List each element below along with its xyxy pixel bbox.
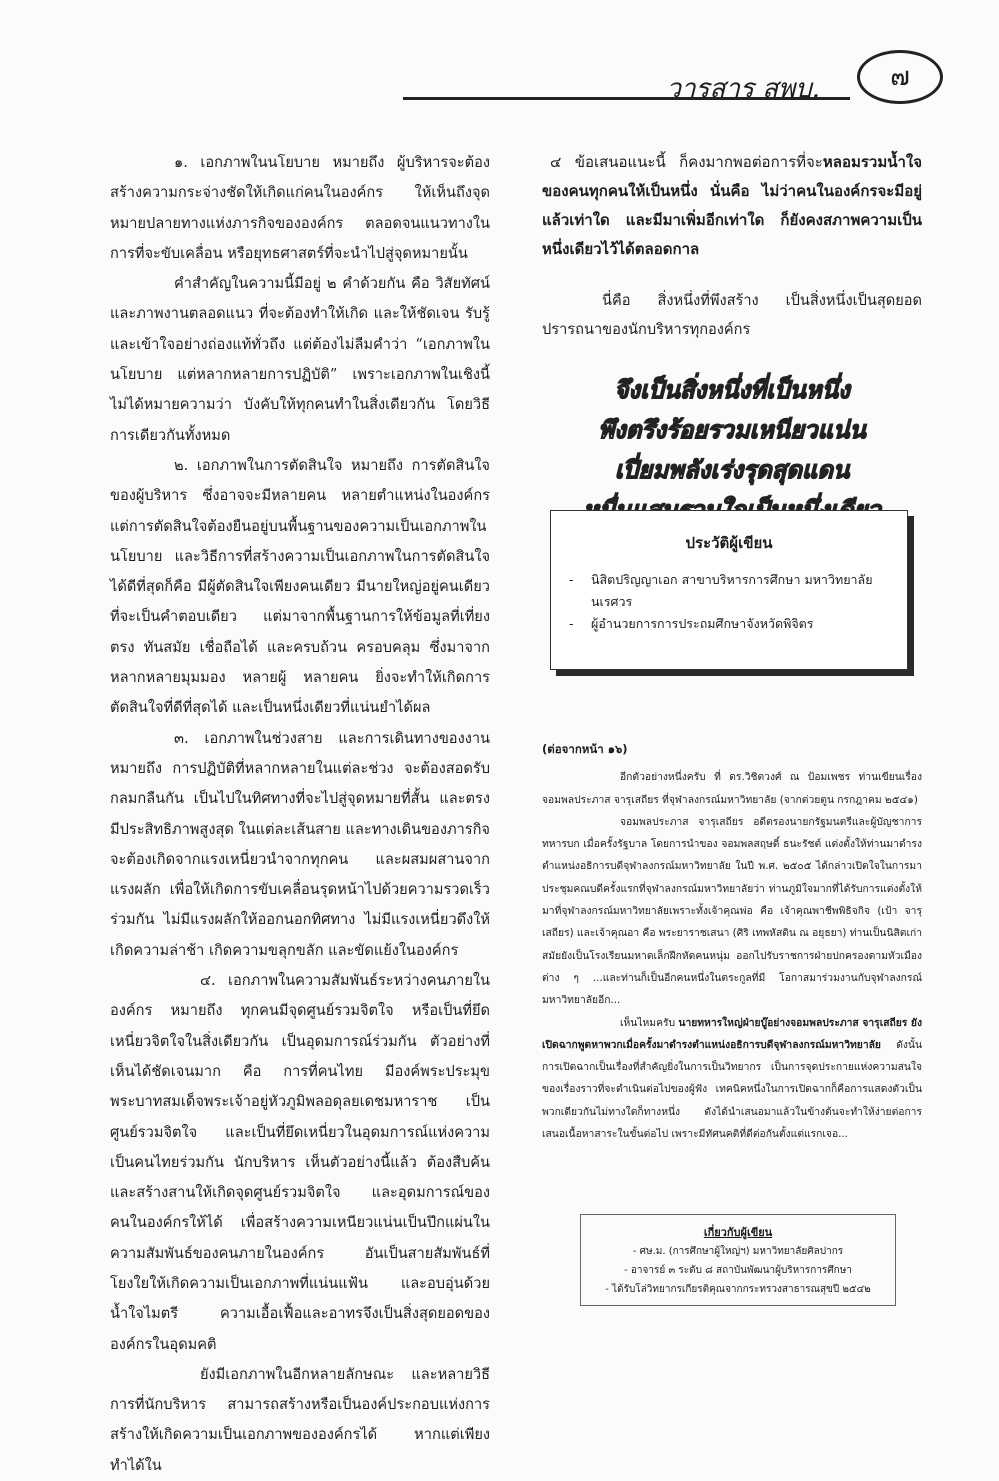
paragraph: ๒. เอกภาพในการตัดสินใจ หมายถึง การตัดสินใจของผู้บริหาร ซึ่งอาจจะมีหลายคน หลายตำแหน่งในองค์กร แต่การตัดสินใจต้องยืนอยู่บนพื้นฐานของความเป็นเอกภาพในนโยบาย และวิธีการที่สร้างความเป็นเอกภาพในการตัดสินใจได้ดีที่สุดก็คือ มีผู้ตัดสินใจเพียงคนเดียว มีนายใหญ่อยู่คนเดียวที่จะเป็นคำตอบเดียว แต่มาจากพื้นฐานการให้ข้อมูลที่เที่ยงตรง ทันสมัย เชื่อถือได้ และครบถ้วน ครอบคลุม ซึ่งมาจากหลากหลายมุมมอง หลายผู้ หลายคน ยิ่งจะทำให้เกิดการตัดสินใจที่ดีที่สุดได้ และเป็นหนึ่งเดียวที่แน่นยำได้ผล [110,456,490,717]
about-author-title: เกี่ยวกับผู้เขียน [703,1226,773,1239]
paragraph: ยังมีเอกภาพในอีกหลายลักษณะ และหลายวิธีการที่นักบริหาร สามารถสร้างหรือเป็นองค์ประกอบแห่งการสร้างให้เกิดความเป็นเอกภาพขององค์กรได้ หากแต่เพียงทำได้ใน [110,1365,490,1474]
conclusion-paragraph: นี่คือ สิ่งหนึ่งที่พึงสร้าง เป็นสิ่งหนึ่งเป็นสุดยอดปรารถนาของนักบริหารทุกองค์กร [542,292,922,338]
left-column [110,148,490,1481]
right-column [542,148,922,530]
paragraph: ๓. เอกภาพในช่วงสาย และการเดินทางของงาน หมายถึง การปฏิบัติที่หลากหลายในแต่ละช่วง จะต้องสอดรับกลมกลืนกัน เป็นไปในทิศทางที่จะไปสู่จุดหมายที่สั้น และตรง มีประสิทธิภาพสูงสุด ในแต่ละเส้นสาย และทางเดินของภารกิจจะต้องเกิดจากแรงเหนี่ยวนำจากทุกคน และผสมผสานจากแรงผลัก เพื่อให้เกิดการขับเคลื่อนรุดหน้าไปด้วยความรวดเร็วร่วมกัน ไม่มีแรงผลักให้ออกนอกทิศทาง ไม่มีแรงเหนี่ยวดึงให้เกิดความล่าช้า เกิดความขลุกขลัก และขัดแย้งในองค์กร [110,729,490,959]
continued-article [542,738,922,1145]
lead-text: เห็นไหมครับ [620,1016,676,1029]
summary-bold: หลอมรวมน้ำใจของคนทุกคนให้เป็นหนึ่ง นั่นคือ ไม่ว่าคนในองค์กรจะมีอยู่แล้วเท่าใด และมีมาเพิ่มอีกเท่าใด ก็ยังคงสภาพความเป็นหนึ่งเดียวไว้ได้ตลอดกาล [542,153,922,258]
poem-line: เปี่ยมพลังเร่งรุดสุดแดน [614,455,850,484]
page-number: ๗ [857,50,943,104]
about-author-line: - ได้รับโล่วิทยากรเกียรติคุณจากกระทรวงสาธารณสุขปี ๒๕๔๒ [605,1284,871,1295]
paragraph [542,1012,922,1146]
poem-line: พึงตรึงร้อยรวมเหนียวแน่น [598,415,866,444]
poem-line: จึงเป็นสิ่งหนึ่งที่เป็นหนึ่ง [614,375,850,404]
continued-reference: (ต่อจากหน้า ๑๖) [542,742,628,756]
paragraph: คำสำคัญในความนี้มีอยู่ ๒ คำด้วยกัน คือ วิสัยทัศน์และภาพงานตลอดแนว ที่จะต้องทำให้เกิด และให้ชัดเจน รับรู้ และเข้าใจอย่างถ่องแท้ทั่วถึง แต่ต้องไม่ลืมคำว่า “เอกภาพในนโยบาย แต่หลากหลายการปฏิบัติ” เพราะเอกภาพในเชิงนี้ ไม่ได้หมายความว่า บังคับให้ทุกคนทำในสิ่งเดียวกัน โดยวิธีการเดียวกันทั้งหมด [110,275,490,444]
rest-text: ดังนั้นการเปิดฉากเป็นเรื่องที่สำคัญยิ่งในการเป็นวิทยากร เป็นการจุดประกายแห่งความสนใจของเรื่องราวที่จะดำเนินต่อไปของผู้ฟัง เทคนิคหนึ่งในการเปิดฉากก็คือการแสดงตัวเป็นพวกเดียวกันไม่ทางใดก็ทางหนึ่ง ดังได้นำเสนอมาแล้วในข้างต้นจะทำให้ง่ายต่อการเสนอเนื้อหาสาระในขั้นต่อไป เพราะมีทัศนคติที่ดีต่อกันตั้งแต่แรกเจอ... [542,1038,922,1141]
summary-paragraph [542,148,922,264]
bio-title: ประวัติผู้เขียน [685,534,773,552]
bio-list [569,569,907,635]
poem [542,370,922,530]
paragraph: ๔. เอกภาพในความสัมพันธ์ระหว่างคนภายในองค์กร หมายถึง ทุกคนมีจุดศูนย์รวมจิตใจ หรือเป็นที่ยึดเหนี่ยวจิตใจในสิ่งเดียวกัน เป็นอุดมการณ์ร่วมกัน ตัวอย่างที่เห็นได้ชัดเจนมาก คือ การที่คนไทย มีองค์พระประมุขพระบาทสมเด็จพระเจ้าอยู่หัวภูมิพลอดุลยเดชมหาราช เป็นศูนย์รวมจิตใจ และเป็นที่ยึดเหนี่ยวในอุดมการณ์แห่งความเป็นคนไทยร่วมกัน นักบริหาร เห็นตัวอย่างนี้แล้ว ต้องสืบค้น และสร้างสานให้เกิดจุดศูนย์รวมจิตใจ และอุดมการณ์ของคนในองค์กรให้ได้ เพื่อสร้างความเหนียวแน่นเป็นปึกแผ่นในความสัมพันธ์ของคนภายในองค์กร อันเป็นสายสัมพันธ์ที่โยงใยให้เกิดความเป็นเอกภาพที่แน่นแฟ้น และอบอุ่นด้วยน้ำใจไมตรี ความเอื้อเฟื้อและอาทรจึงเป็นสิ่งสุดยอดขององค์กรในอุดมคติ [110,972,490,1353]
paragraph: จอมพลประภาส จารุเสถียร อดีตรองนายกรัฐมนตรีและผู้บัญชาการทหารบก เมื่อครั้งรัฐบาล โดยการนำของ จอมพลสฤษดิ์ ธนะรัชต์ แต่งตั้งให้ท่านมาดำรงตำแหน่งอธิการบดีจุฬาลงกรณ์มหาวิทยาลัย ในปี พ.ศ. ๒๕๐๕ ได้กล่าวเปิดใจในการมาประชุมคณบดีครั้งแรกที่จุฬาลงกรณ์มหาวิทยาลัยว่า ท่านภูมิใจมากที่ได้รับการแต่งตั้งให้มาที่จุฬาลงกรณ์มหาวิทยาลัยเพราะทั้งเจ้าคุณพ่อ คือ เจ้าคุณพาชีพพิธิจกิจ (เป้า จารุเสถียร) และเจ้าคุณอา คือ พระยาราชเสนา (ศิริ เทพหัสดิน ณ อยุธยา) ท่านเป็นนิสิตเก่า สมัยยังเป็นโรงเรียนมหาดเล็กฝึกหัดคนหนุ่ม ออกไปรับราชการฝ่ายปกครองตามหัวเมืองต่าง ๆ ...และท่านก็เป็นอีกคนหนึ่งในตระกูลที่มี โอกาสมาร่วมงานกับจุฬาลงกรณ์มหาวิทยาลัยอีก... [542,815,922,1007]
bio-item-text: นิสิตปริญญาเอก สาขาบริหารการศึกษา มหาวิทยาลัยนเรศวร [591,572,873,609]
about-author-line: - อาจารย์ ๓ ระดับ ๘ สถาบันพัฒนาผู้บริหารการศึกษา [624,1265,852,1276]
bold-text: นายทหารใหญ่ฝ่ายบู๊อย่างจอมพลประภาส จารุเสถียร ยังเปิดฉากพูดหาพวกเมื่อครั้งมาดำรงตำแหน่งอธิการบดีจุฬาลงกรณ์มหาวิทยาลัย [542,1016,922,1051]
journal-title: วารสาร สพบ. [666,74,820,104]
bio-item-text: ผู้อำนวยการการประถมศึกษาจังหวัดพิจิตร [591,616,814,631]
about-author-box [580,1214,896,1306]
bio-item: - นิสิตปริญญาเอก สาขาบริหารการศึกษา มหาวิทยาลัยนเรศวร [569,572,873,609]
paragraph: ๑. เอกภาพในนโยบาย หมายถึง ผู้บริหารจะต้องสร้างความกระจ่างชัดให้เกิดแก่คนในองค์กร ให้เห็นถึงจุดหมายปลายทางแห่งภารกิจขององค์กร ตลอดจนแนวทางในการที่จะขับเคลื่อน หรือยุทธศาสตร์ที่จะนำไปสู่จุดหมายนั้น [110,154,490,262]
bio-item: - ผู้อำนวยการการประถมศึกษาจังหวัดพิจิตร [569,616,814,631]
about-author-line: - ศษ.ม. (การศึกษาผู้ใหญ่ฯ) มหาวิทยาลัยศิลปากร [632,1246,844,1257]
paragraph: อีกตัวอย่างหนึ่งครับ ที่ ดร.วิชิตวงศ์ ณ ป้อมเพชร ท่านเขียนเรื่องจอมพลประภาส จารุเสถียร ที่จุฬาลงกรณ์มหาวิทยาลัย (จากต่วยตูน กรกฎาคม ๒๕๔๑) [542,771,922,806]
summary-plain: ๔ ข้อเสนอแนะนี้ ก็คงมากพอต่อการที่จะ [550,153,823,171]
author-bio-box [550,510,908,670]
header-rule [403,97,850,100]
